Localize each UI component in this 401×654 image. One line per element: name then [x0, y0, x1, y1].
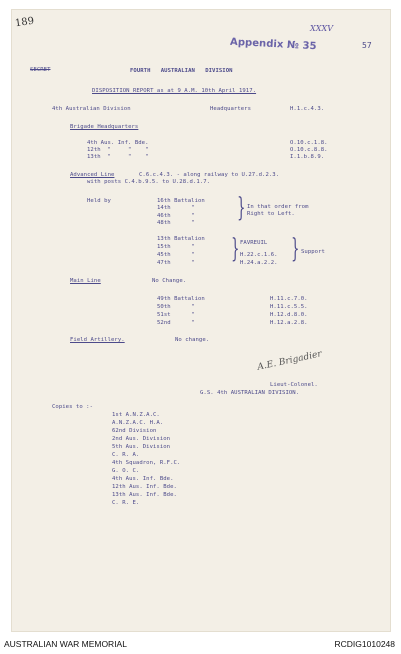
copy-recipient: C. R. E. — [112, 500, 140, 506]
brigade-name: 13th " " " — [87, 154, 149, 160]
held-by-unit: 48th " — [157, 220, 195, 226]
copy-recipient: G. O. C. — [112, 468, 140, 474]
copy-recipient: 2nd Aus. Division — [112, 436, 171, 442]
brigade-ref: O.10.c.1.8. — [290, 140, 328, 146]
support-unit: 47th " — [157, 260, 195, 266]
footer-institution: AUSTRALIAN WAR MEMORIAL — [4, 639, 127, 649]
main-unit-ref: H.12.a.2.8. — [270, 320, 308, 326]
held-note: In that order from — [247, 204, 309, 210]
copy-recipient: 1st A.N.Z.A.C. — [112, 412, 160, 418]
main-unit-ref: H.11.c.5.5. — [270, 304, 308, 310]
copy-recipient: 13th Aus. Inf. Bde. — [112, 492, 177, 498]
support-label: Support — [301, 249, 325, 255]
field-artillery-label: Field Artillery. — [70, 337, 125, 343]
signature-rank: Lieut-Colonel. — [270, 382, 318, 388]
support-unit: 45th " — [157, 252, 195, 258]
copy-recipient: A.N.Z.A.C. H.A. — [112, 420, 164, 426]
hq-label: Headquarters — [210, 106, 252, 112]
support-unit: 15th " — [157, 244, 195, 250]
copy-recipient: 4th Squadron, R.F.C. — [112, 460, 181, 466]
appendix-stamp: Appendix № 35 — [229, 36, 317, 53]
brigade-name: 12th " " " — [87, 147, 149, 153]
main-line-note: No Change. — [152, 278, 187, 284]
signature: A.E. Brigadier — [256, 349, 323, 373]
support-place: H.22.c.1.6. — [240, 252, 278, 258]
page-number: 189 — [14, 15, 35, 30]
brigade-name: 4th Aus. Inf. Bde. — [87, 140, 149, 146]
division-heading: FOURTH AUSTRALIAN DIVISION — [130, 68, 233, 74]
main-unit-ref: H.11.c.7.0. — [270, 296, 308, 302]
brigade-ref: I.1.b.8.9. — [290, 154, 325, 160]
document-page — [12, 10, 390, 631]
held-by-brace: } — [237, 193, 246, 223]
support-place: FAVREUIL — [240, 240, 268, 246]
roman-numeral: XXXV — [310, 24, 334, 33]
advanced-line-text: C.6.c.4.3. - along railway to U.27.d.2.3. — [139, 172, 280, 178]
brigade-hq-heading: Brigade Headquarters — [70, 124, 139, 130]
main-unit: 52nd " — [157, 320, 195, 326]
advanced-line-label: Advanced Line — [70, 172, 115, 178]
copy-recipient: 4th Aus. Inf. Bde. — [112, 476, 174, 482]
copy-recipient: 5th Aus. Division — [112, 444, 171, 450]
division-label: 4th Australian Division — [52, 106, 131, 112]
held-by-unit: 46th " — [157, 213, 195, 219]
copy-recipient: 12th Aus. Inf. Bde. — [112, 484, 177, 490]
footer-record-id: RCDIG1010248 — [334, 639, 395, 649]
copy-recipient: C. R. A. — [112, 452, 140, 458]
brigade-ref: O.10.c.8.8. — [290, 147, 328, 153]
held-by-unit: 14th " — [157, 205, 195, 211]
report-title: DISPOSITION REPORT as at 9 A.M. 10th April 1917. — [92, 88, 257, 94]
main-unit-ref: H.12.d.8.0. — [270, 312, 308, 318]
hq-ref: H.1.c.4.3. — [290, 106, 325, 112]
corner-number: 57 — [362, 41, 372, 50]
support-brace-right: } — [291, 234, 300, 264]
held-note: Right to Left. — [247, 211, 295, 217]
support-brace-left: } — [231, 234, 240, 264]
field-artillery-note: No change. — [175, 337, 210, 343]
copies-label: Copies to :- — [52, 404, 94, 410]
held-by-unit: 16th Battalion — [157, 198, 205, 204]
classification: SECRET — [30, 67, 51, 73]
held-by-label: Held by — [87, 198, 111, 204]
support-place: H.24.a.2.2. — [240, 260, 278, 266]
signature-title: G.S. 4th AUSTRALIAN DIVISION. — [200, 390, 300, 396]
main-unit: 49th Battalion — [157, 296, 205, 302]
advanced-line-posts: with posts C.4.b.9.5. to U.28.d.1.7. — [87, 179, 211, 185]
main-unit: 50th " — [157, 304, 195, 310]
main-unit: 51st " — [157, 312, 195, 318]
support-unit: 13th Battalion — [157, 236, 205, 242]
copy-recipient: 62nd Division — [112, 428, 157, 434]
main-line-label: Main Line — [70, 278, 101, 284]
